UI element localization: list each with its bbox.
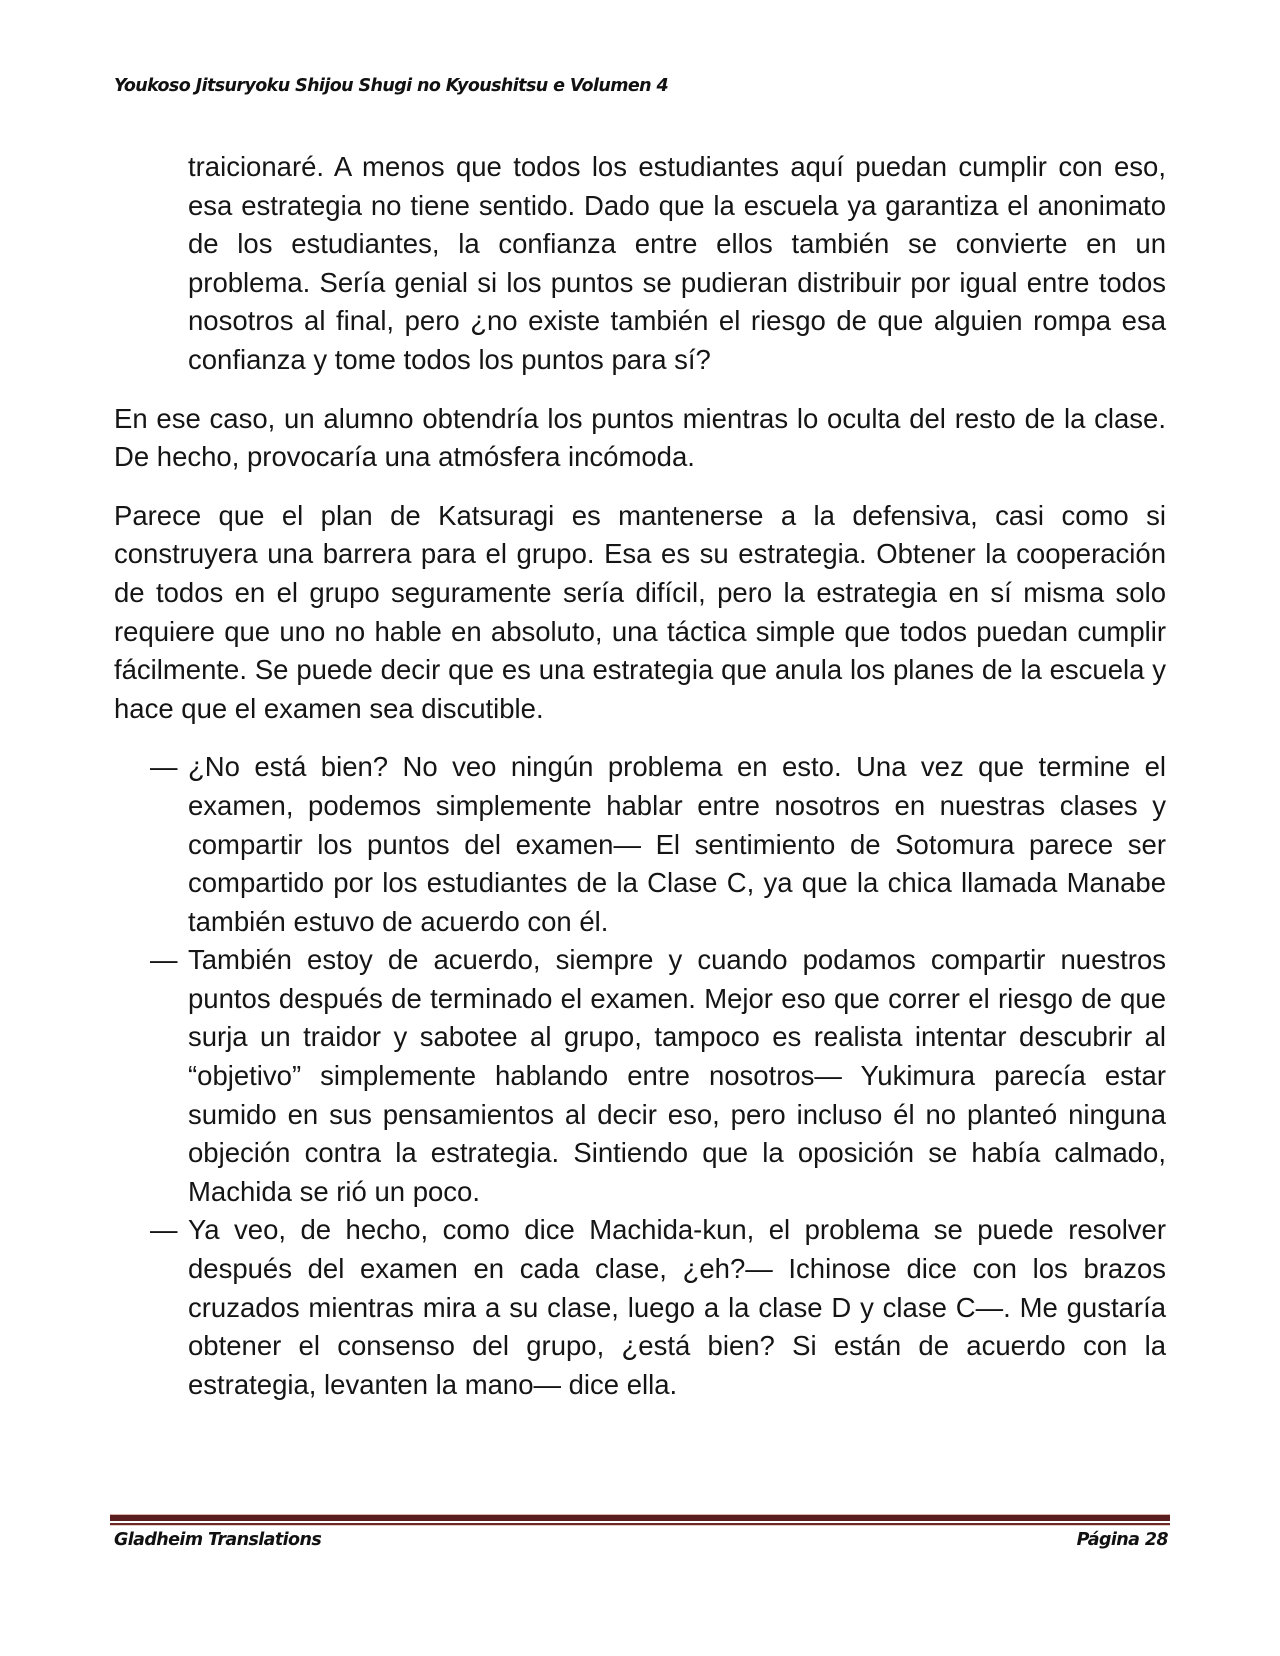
quote-continuation: traicionaré. A menos que todos los estudiantes aquí puedan cumplir con eso, esa estrategia no tiene sentido. Dado que la escuela ya garantiza el anonimato de los estudiantes, la confianza entre ellos también se convierte en un problema. Sería genial si los puntos se pudieran distribuir por igual entre todos nosotros al final, pero ¿no existe también el riesgo de que alguien rompa esa confianza y tome todos los puntos para sí?: [188, 151, 1166, 375]
page-body: [114, 148, 1166, 1404]
dialogue-line: [114, 1211, 1166, 1404]
footer-divider: [110, 1515, 1170, 1525]
page-number: Página 28: [1076, 1530, 1168, 1550]
footer-publisher: Gladheim Translations: [114, 1530, 322, 1550]
dialogue-text: Ya veo, de hecho, como dice Machida-kun, el problema se puede resolver después del examen en cada clase, ¿eh?— Ichinose dice con los brazos cruzados mientras mira a su clase, luego a la clase D y clase C—. Me gustaría obtener el consenso del grupo, ¿está bien? Si están de acuerdo con la estrategia, levanten la mano— dice ella.: [188, 1214, 1166, 1400]
footer-divider-thick: [110, 1515, 1170, 1521]
dialogue-dash: —: [150, 1214, 178, 1246]
dialogue-text: También estoy de acuerdo, siempre y cuando podamos compartir nuestros puntos después de terminado el examen. Mejor eso que correr el riesgo de que surja un traidor y sabotee al grupo, tampoco es realista intentar descubrir al “objetivo” simplemente hablando entre nosotros— Yukimura parecía estar sumido en sus pensamientos al decir eso, pero incluso él no planteó ninguna objeción contra la estrategia. Sintiendo que la oposición se había calmado, Machida se rió un poco.: [188, 944, 1166, 1207]
dialogue-text: ¿No está bien? No veo ningún problema en esto. Una vez que termine el examen, podemos simplemente hablar entre nosotros en nuestras clases y compartir los puntos del examen— El sentimiento de Sotomura parece ser compartido por los estudiantes de la Clase C, ya que la chica llamada Manabe también estuvo de acuerdo con él.: [188, 751, 1166, 937]
running-header-title: Youkoso Jitsuryoku Shijou Shugi no Kyoushitsu e Volumen 4: [114, 76, 669, 96]
dialogue-line: [114, 748, 1166, 941]
narrative-paragraph: En ese caso, un alumno obtendría los puntos mientras lo oculta del resto de la clase. De hecho, provocaría una atmósfera incómoda.: [114, 402, 1166, 473]
footer-divider-thin: [110, 1523, 1170, 1525]
dialogue-dash: —: [150, 751, 178, 783]
dialogue-dash: —: [150, 944, 178, 976]
narrative-paragraph: Parece que el plan de Katsuragi es mantenerse a la defensiva, casi como si construyera una barrera para el grupo. Esa es su estrategia. Obtener la cooperación de todos en el grupo seguramente sería difícil, pero la estrategia en sí misma solo requiere que uno no hable en absoluto, una táctica simple que todos puedan cumplir fácilmente. Se puede decir que es una estrategia que anula los planes de la escuela y hace que el examen sea discutible.: [114, 499, 1166, 724]
dialogue-line: [114, 941, 1166, 1211]
